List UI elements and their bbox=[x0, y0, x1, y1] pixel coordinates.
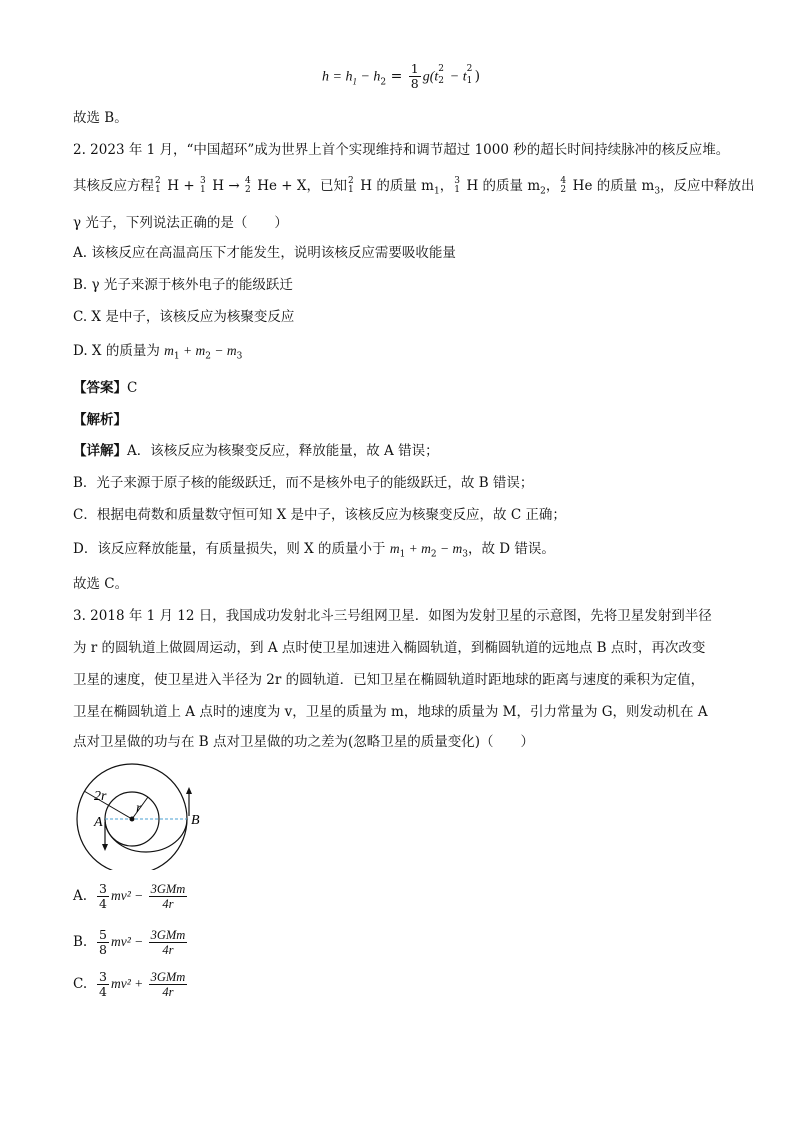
fraction-numerator: 3GMm bbox=[150, 928, 186, 942]
formula-part: = bbox=[386, 68, 407, 85]
q2-stem-line2 bbox=[73, 176, 755, 202]
text: H 的质量 m bbox=[462, 178, 541, 194]
q2-answer bbox=[73, 378, 137, 398]
fraction-numerator: 3 bbox=[99, 969, 107, 984]
fraction bbox=[97, 882, 109, 911]
isotope-script bbox=[347, 176, 356, 196]
orbit-diagram bbox=[70, 760, 210, 870]
fraction bbox=[149, 882, 188, 911]
subscript: 1 bbox=[433, 186, 440, 197]
formula-sub: 1 bbox=[352, 76, 357, 87]
mass-number: 3 bbox=[454, 176, 460, 186]
q2-detail-c: C．根据电荷数和质量数守恒可知 X 是中子，该核反应为核聚变反应，故 C 正确； bbox=[73, 507, 566, 523]
subscript: 1 bbox=[173, 351, 180, 362]
math: mv² + bbox=[110, 976, 147, 991]
formula-part: g(t bbox=[422, 69, 439, 85]
mass-number: 2 bbox=[348, 176, 354, 186]
subscript: 2 bbox=[205, 351, 211, 362]
top-formula bbox=[322, 62, 480, 91]
fraction-denominator: 4r bbox=[162, 985, 174, 999]
answer-label: 【答案】 bbox=[73, 380, 127, 396]
math: mv² − bbox=[110, 888, 147, 903]
fraction bbox=[97, 928, 109, 957]
mass-number: 3 bbox=[199, 176, 206, 186]
q2-option-c: C. X 是中子，该核反应为核聚变反应 bbox=[73, 309, 295, 325]
label-b: B bbox=[191, 813, 200, 828]
math: m bbox=[389, 541, 400, 556]
text: H + bbox=[163, 178, 199, 194]
atomic-number: 2 bbox=[560, 185, 567, 195]
math: − m bbox=[210, 343, 237, 358]
arrowhead-a bbox=[102, 844, 108, 851]
formula-sup: 2 bbox=[438, 63, 445, 74]
q2-stem-line3: γ 光子，下列说法正确的是（ ） bbox=[73, 215, 288, 231]
q3-option-b bbox=[73, 928, 189, 957]
text: H 的质量 m bbox=[356, 178, 434, 194]
mass-number: 2 bbox=[155, 176, 161, 186]
fraction-denominator: 8 bbox=[99, 942, 107, 957]
fraction-numerator: 3GMm bbox=[150, 882, 186, 896]
q2-detail-b: B．光子来源于原子核的能级跃迁，而不是核外电子的能级跃迁，故 B 错误； bbox=[73, 475, 534, 491]
math: m bbox=[164, 343, 174, 358]
label-r: r bbox=[136, 801, 142, 816]
q3-option-c bbox=[73, 970, 189, 999]
text: ，故 D 错误。 bbox=[467, 541, 555, 557]
fraction-denominator: 4r bbox=[162, 897, 174, 911]
q2-detail-a bbox=[73, 441, 439, 461]
text: D. X 的质量为 bbox=[73, 343, 165, 359]
detail-label: 【详解】 bbox=[73, 443, 127, 459]
subscript: 2 bbox=[430, 549, 437, 560]
subscript: 3 bbox=[654, 186, 661, 197]
isotope-script bbox=[244, 176, 253, 196]
fraction bbox=[97, 970, 109, 999]
q2-option-a: A. 该核反应在高温高压下才能发生，说明该核反应需要吸收能量 bbox=[73, 245, 456, 261]
atomic-number: 1 bbox=[454, 185, 460, 195]
isotope-script bbox=[199, 176, 208, 196]
fraction-numerator: 3 bbox=[99, 881, 107, 896]
mass-number: 4 bbox=[560, 176, 567, 186]
option-label: B. bbox=[73, 934, 88, 950]
subscript: 2 bbox=[540, 186, 546, 197]
q3-stem-line4: 卫星在椭圆轨道上 A 点时的速度为 v，卫星的质量为 m，地球的质量为 M，引力常量为 G，则发动机在 A bbox=[73, 704, 708, 720]
atomic-number: 2 bbox=[244, 185, 251, 195]
text: H → bbox=[207, 178, 244, 194]
isotope-script bbox=[154, 176, 163, 196]
q2-stem-line1: 2. 2023 年 1 月，“中国超环”成为世界上首个实现维持和调节超过 1000 秒的超长时间持续脉冲的核反应堆。 bbox=[73, 142, 730, 158]
fraction-numerator: 1 bbox=[410, 61, 419, 76]
text: ， bbox=[545, 178, 560, 194]
subscript: 3 bbox=[236, 351, 243, 362]
formula-sup: 2 bbox=[466, 63, 473, 74]
mass-number: 4 bbox=[244, 176, 251, 186]
text: ， bbox=[439, 178, 454, 194]
formula-sub: 1 bbox=[466, 75, 473, 86]
formula-fraction bbox=[409, 62, 421, 91]
math: + m bbox=[179, 343, 206, 358]
label-a: A bbox=[94, 815, 103, 830]
fraction-numerator: 5 bbox=[99, 927, 107, 942]
math: + m bbox=[405, 541, 431, 556]
formula-script bbox=[438, 63, 446, 86]
label-2r: 2r bbox=[94, 789, 107, 804]
q2-detail-d bbox=[73, 539, 555, 565]
formula-part: h = h bbox=[322, 69, 353, 85]
formula-part: − h bbox=[356, 69, 381, 85]
math: − m bbox=[436, 541, 463, 556]
option-label: A. bbox=[73, 888, 88, 904]
q2-option-b: B. γ 光子来源于核外电子的能级跃迁 bbox=[73, 277, 293, 293]
q3-option-a bbox=[73, 882, 189, 911]
atomic-number: 1 bbox=[348, 185, 354, 195]
fraction bbox=[149, 970, 188, 999]
q3-stem-line1: 3. 2018 年 1 月 12 日，我国成功发射北斗三号组网卫星．如图为发射卫星的示意图，先将卫星发射到半径 bbox=[73, 608, 712, 624]
answer-value: C bbox=[127, 380, 138, 396]
q2-analysis-label: 【解析】 bbox=[73, 412, 127, 428]
fraction-denominator: 4r bbox=[162, 943, 174, 957]
elliptical-orbit bbox=[105, 819, 187, 852]
formula-part: ) bbox=[474, 68, 481, 85]
formula-script bbox=[466, 63, 475, 86]
q2-choose: 故选 C。 bbox=[73, 576, 129, 592]
choose-b-text: 故选 B。 bbox=[73, 110, 128, 126]
subscript: 1 bbox=[399, 549, 406, 560]
q2-option-d bbox=[73, 341, 242, 367]
atomic-number: 1 bbox=[199, 185, 206, 195]
fraction-denominator: 4 bbox=[99, 984, 107, 999]
fraction-denominator: 8 bbox=[410, 76, 419, 91]
subscript: 3 bbox=[462, 549, 468, 560]
q3-stem-line3: 卫星的速度，使卫星进入半径为 2r 的圆轨道．已知卫星在椭圆轨道时距地球的距离与速度的乘积为定值， bbox=[73, 672, 705, 688]
text: He + X，已知 bbox=[252, 178, 347, 194]
arrowhead-b bbox=[186, 787, 192, 794]
q3-stem-line5: 点对卫星做的功与在 B 点对卫星做的功之差为(忽略卫星的质量变化)（ ） bbox=[73, 734, 535, 750]
fraction bbox=[149, 928, 188, 957]
atomic-number: 1 bbox=[155, 185, 161, 195]
text: ，反应中释放出 bbox=[660, 178, 755, 194]
text: 其核反应方程 bbox=[73, 178, 154, 194]
option-label: C. bbox=[73, 976, 88, 992]
q3-stem-line2: 为 r 的圆轨道上做圆周运动，到 A 点时使卫星加速进入椭圆轨道，到椭圆轨道的远地点 B 点时，再次改变 bbox=[73, 640, 706, 656]
text: A．该核反应为核聚变反应，释放能量，故 A 错误； bbox=[127, 443, 439, 459]
radius-2r-line bbox=[84, 791, 132, 819]
text: He 的质量 m bbox=[568, 178, 655, 194]
isotope-script bbox=[559, 176, 568, 196]
isotope-script bbox=[453, 176, 462, 196]
formula-sub: 2 bbox=[438, 75, 445, 86]
fraction-denominator: 4 bbox=[99, 896, 107, 911]
formula-part: − t bbox=[446, 69, 467, 85]
fraction-numerator: 3GMm bbox=[150, 970, 186, 984]
math: mv² − bbox=[110, 934, 147, 949]
text: D．该反应释放能量，有质量损失，则 X 的质量小于 bbox=[73, 541, 390, 557]
formula-sub: 2 bbox=[380, 77, 387, 88]
